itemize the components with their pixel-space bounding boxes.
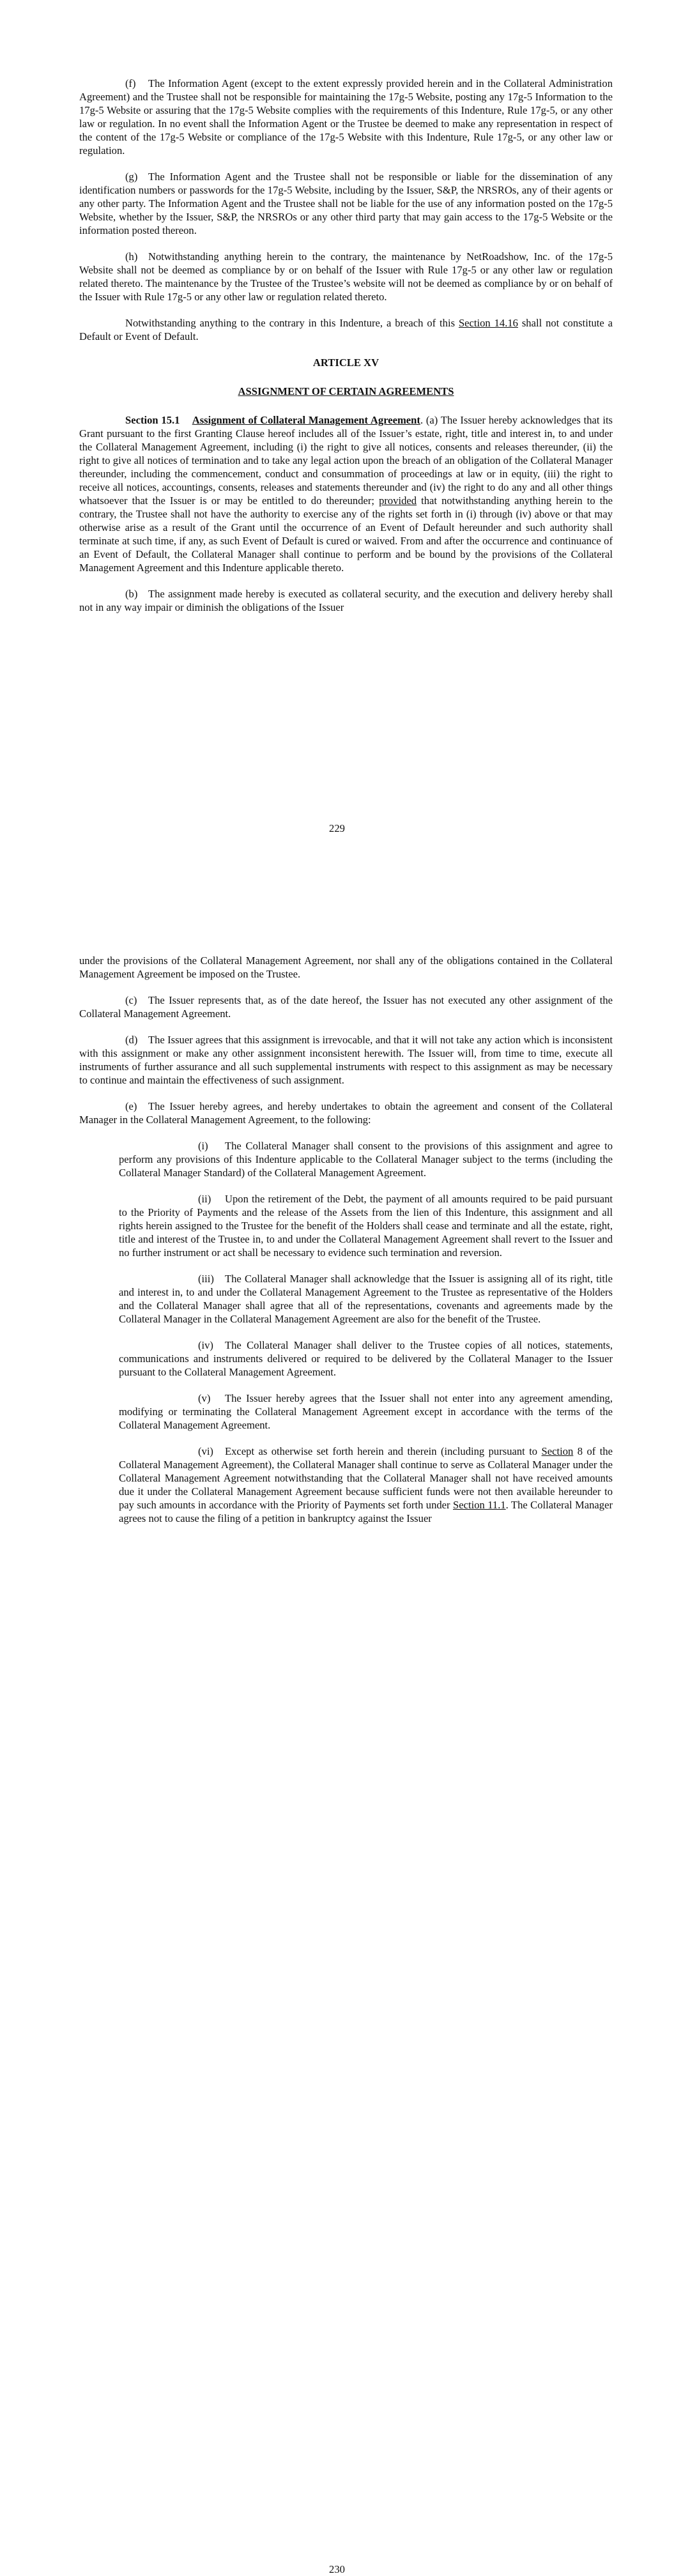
item-label: (vi) [198, 1445, 213, 1457]
paragraph-text: that notwithstanding anything herein to the contrary, the Trustee shall not have the authority to exercise any of the rights set forth in (i) through (iv) above or that may otherwise arise as a result of the Grant until the occurrence of an Event of Default hereunder and such authority shall terminate at such time, if any, as such Event of Default is cured or waived. From and after the occurrence and continuance of an Event of Default, the Collateral Manager shall continue to perform and be bound by the provisions of the Collateral Management Agreement and this Indenture applicable thereto. [79, 494, 613, 574]
item-text: 8 of the Collateral Management Agreement), the Collateral Manager shall continue to serve as Collateral Manager under the Collateral Management Agreement notwithstanding that the Collateral Manager shall not have received amounts due it under the Collateral Management Agreement because sufficient funds were not then available hereunder to pay such amounts in accordance with the Priority of Payments set forth under [119, 1445, 613, 1511]
paragraph-label: (g) [125, 171, 138, 183]
paragraph-e [79, 1100, 613, 1126]
page-229 [0, 0, 674, 872]
item-label: (iv) [198, 1339, 213, 1351]
page-number: 229 [329, 822, 345, 834]
paragraph-text: The Issuer represents that, as of the date hereof, the Issuer has not executed any other assignment of the Collateral Management Agreement. [79, 994, 613, 1020]
section-15-1 [79, 413, 613, 574]
paragraph-label: (e) [125, 1100, 137, 1112]
page-230 [0, 872, 674, 2575]
paragraph-f [79, 77, 613, 157]
paragraph-h [79, 250, 613, 303]
paragraph-label: (c) [125, 994, 137, 1006]
paragraph-text: Notwithstanding anything herein to the contrary, the maintenance by NetRoadshow, Inc. of the 17g-5 Website shall not be deemed as compliance by or on behalf of the Issuer with Rule 17g-5 or any other law or regulation related thereto. The maintenance by the Trustee of the Trustee’s website will not be deemed as compliance by or on behalf of the Issuer with Rule 17g-5 or any other law or regulation related thereto. [79, 250, 613, 303]
item-text: The Collateral Manager shall deliver to the Trustee copies of all notices, statements, communications and instruments delivered or required to be delivered by the Collateral Manager to the Issuer pursuant to the Collateral Management Agreement. [119, 1339, 613, 1378]
item-text: The Collateral Manager shall consent to the provisions of this assignment and agree to perform any provisions of this Indenture applicable to the Collateral Manager subject to the terms (including the Collateral Manager Standard) of the Collateral Management Agreement. [119, 1140, 613, 1179]
paragraph-label: (h) [125, 250, 138, 263]
item-label: (v) [198, 1392, 211, 1404]
item-text: . The Collateral Manager agrees not to cause the filing of a petition in bankruptcy against the Issuer [119, 1499, 613, 1524]
paragraph-d [79, 1033, 613, 1087]
paragraph-text: The assignment made hereby is executed as collateral security, and the execution and delivery hereby shall not in any way impair or diminish the obligations of the Issuer [79, 588, 613, 613]
paragraph-text: The Issuer agrees that this assignment is irrevocable, and that it will not take any action which is inconsistent with this assignment or make any other assignment inconsistent herewith. The Issuer will, from time to time, execute all instruments of further assurance and all such supplemental instruments with respect to this assignment as may be necessary to continue and maintain the effectiveness of such assignment. [79, 1034, 613, 1086]
paragraph-text: The Information Agent and the Trustee shall not be responsible or liable for the dissemination of any identification numbers or passwords for the 17g-5 Website, including by the Issuer, S&P, the NRSROs, any of their agents or any other party. The Information Agent and the Trustee shall not be liable for the use of any information posted on the 17g-5 Website, whether by the Issuer, S&P, the NRSROs or any other third party that may gain access to the 17g-5 Website or the information posted thereon. [79, 171, 613, 236]
section-reference: Section [541, 1445, 574, 1457]
section-title: Assignment of Collateral Management Agreement [192, 414, 420, 426]
paragraph-label: (b) [125, 588, 138, 600]
paragraph-text: . (a) The Issuer hereby acknowledges that its Grant pursuant to the first Granting Clause hereof includes all of the Issuer’s estate, right, title and interest in, to and under the Collateral Management Agreement, including (i) the right to give all notices, consents and releases thereunder, (ii) the right to give all notices of termination and to take any legal action upon the breach of an obligation of the Collateral Manager thereunder, including the commencement, conduct and consummation of proceedings at law or in equity, (iii) the right to receive all notices, accountings, consents, releases and statements thereunder and (iv) the right to do any and all other things whatsoever that the Issuer is or may be entitled to do thereunder; [79, 414, 613, 507]
paragraph-label: (d) [125, 1034, 138, 1046]
item-label: (ii) [198, 1193, 211, 1205]
paragraph-text: The Information Agent (except to the extent expressly provided herein and in the Collateral Administration Agreement) and the Trustee shall not be responsible for maintaining the 17g-5 Website, posting any 17g-5 Information to the 17g-5 Website or assuring that the 17g-5 Website complies with the requirements of this Indenture, Rule 17g-5, or any other law or regulation. In no event shall the Information Agent or the Trustee be deemed to make any representation in respect of the content of the 17g-5 Website or compliance of the 17g-5 Website with this Indenture, Rule 17g-5, or any other law or regulation. [79, 77, 613, 157]
section-reference: Section 11.1 [453, 1499, 506, 1511]
section-reference: Section 14.16 [458, 317, 518, 329]
item-iv [119, 1338, 613, 1379]
page-230-body [79, 954, 613, 1538]
item-iii [119, 1272, 613, 1326]
paragraph-text: Notwithstanding anything to the contrary in this Indenture, a breach of this [125, 317, 459, 329]
article-heading: ARTICLE XV [312, 356, 379, 369]
page-229-body [79, 77, 613, 627]
paragraph-b [79, 587, 613, 614]
item-text: Upon the retirement of the Debt, the payment of all amounts required to be paid pursuant to the Priority of Payments and the release of the Assets from the lien of this Indenture, this assignment and all rights herein assigned to the Trustee for the benefit of the Holders shall cease and terminate and all the estate, right, title and interest of the Trustee in, to and under the Collateral Management Agreement shall revert to the Issuer and no further instrument or act shall be necessary to evidence such termination and reversion. [119, 1193, 613, 1259]
article-title: ASSIGNMENT OF CERTAIN AGREEMENTS [238, 385, 454, 397]
page-number: 230 [329, 2563, 345, 2575]
paragraph-c [79, 993, 613, 1020]
item-ii [119, 1192, 613, 1259]
item-vi [119, 1445, 613, 1525]
provided-term: provided [379, 494, 417, 507]
item-text: Except as otherwise set forth herein and therein (including pursuant to [225, 1445, 542, 1457]
item-v [119, 1392, 613, 1432]
paragraph-text: The Issuer hereby agrees, and hereby undertakes to obtain the agreement and consent of the Collateral Manager in the Collateral Management Agreement, to the following: [79, 1100, 613, 1126]
item-text: The Issuer hereby agrees that the Issuer shall not enter into any agreement amending, modifying or terminating the Collateral Management Agreement except in accordance with the terms of the Collateral Management Agreement. [119, 1392, 613, 1431]
paragraph-label: (f) [125, 77, 136, 89]
paragraph-text: shall not constitute a Default or Event of Default. [79, 317, 613, 342]
item-text: The Collateral Manager shall acknowledge that the Issuer is assigning all of its right, title and interest in, to and under the Collateral Management Agreement to the Trustee as representative of the Holders and the Collateral Manager shall agree that all of the representations, covenants and agreements made by the Collateral Manager in the Collateral Management Agreement are also for the benefit of the Trustee. [119, 1273, 613, 1325]
paragraph-g [79, 170, 613, 237]
item-i [119, 1139, 613, 1179]
breach-paragraph [79, 316, 613, 343]
continuation-paragraph: under the provisions of the Collateral Management Agreement, nor shall any of the obligations contained in the Collateral Management Agreement be imposed on the Trustee. [79, 954, 613, 980]
item-label: (i) [198, 1140, 208, 1152]
item-label: (iii) [198, 1273, 214, 1285]
section-number: Section 15.1 [125, 414, 180, 426]
